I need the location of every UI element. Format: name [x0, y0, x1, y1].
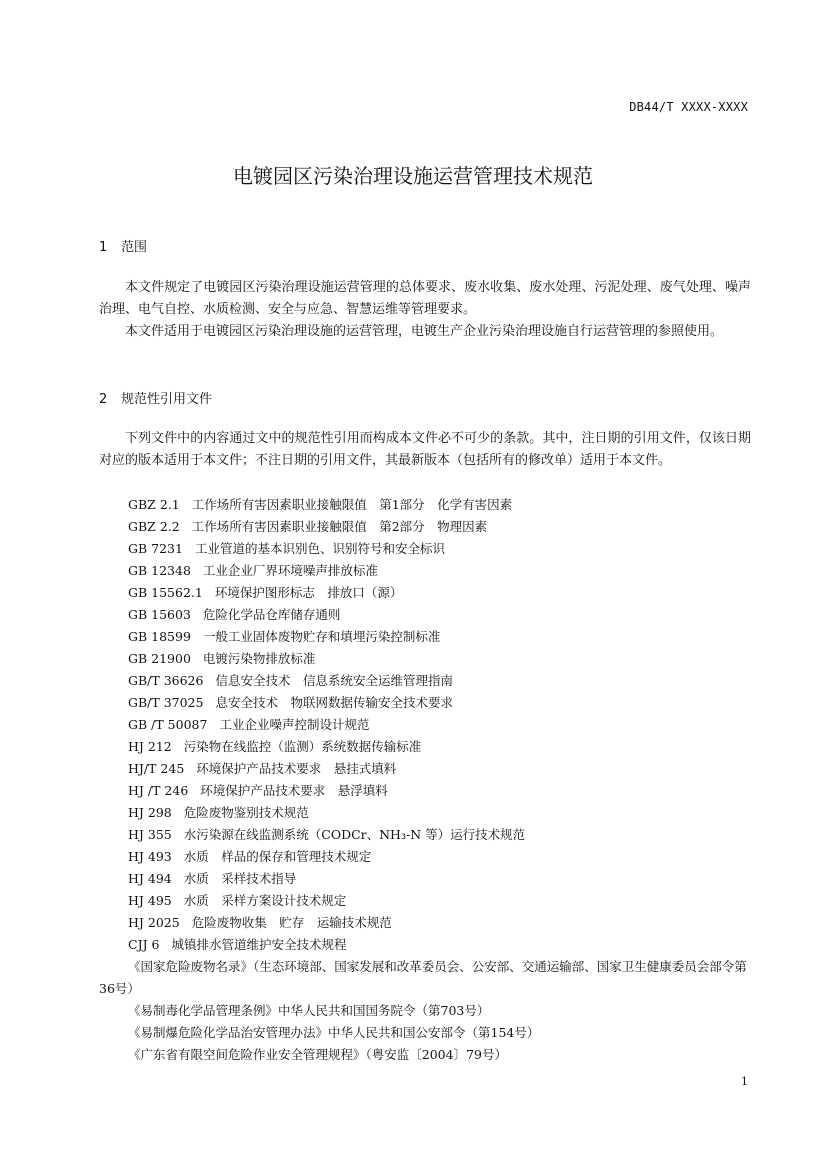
scope-paragraph-2: 本文件适用于电镀园区污染治理设施的运营管理，电镀生产企业污染治理设施自行运营管理的参照使用。 [125, 324, 724, 339]
law-reference-item: 《广东省有限空间危险作业安全管理规程》（粤安监〔2004〕79号） [128, 1047, 507, 1062]
reference-title: 工作场所有害因素职业接触限值 第2部分 物理因素 [191, 519, 488, 534]
reference-title: 污染物在线监控（监测）系统数据传输标准 [183, 739, 422, 754]
reference-code: HJ 493 [128, 849, 172, 864]
section-heading-normative-references [99, 388, 212, 407]
reference-item [128, 890, 346, 912]
section-title: 范围 [121, 240, 148, 255]
reference-item [128, 538, 445, 560]
reference-code: HJ/T 245 [128, 761, 185, 776]
reference-title: 危险化学品仓库储存通则 [202, 607, 341, 622]
page-number: 1 [741, 1075, 748, 1088]
reference-code: GB/T 37025 [128, 695, 204, 710]
document-title: 电镀园区污染治理设施运营管理技术规范 [233, 164, 593, 188]
section-number: 1 [99, 240, 108, 255]
reference-code: GB 21900 [128, 651, 191, 666]
reference-item [128, 494, 512, 516]
reference-item [128, 846, 371, 868]
reference-item [128, 868, 296, 890]
reference-code: HJ 355 [128, 827, 172, 842]
reference-code: GB 18599 [128, 629, 191, 644]
reference-item [128, 758, 396, 780]
reference-title: 环境保护图形标志 排放口（源） [214, 585, 403, 600]
reference-title: 水污染源在线监测系统（CODCr、NH₃-N 等）运行技术规范 [183, 827, 526, 842]
reference-item [128, 802, 309, 824]
reference-item [128, 626, 440, 648]
reference-item [128, 714, 369, 736]
reference-code: HJ 212 [128, 739, 172, 754]
reference-item [128, 582, 402, 604]
reference-item [128, 736, 421, 758]
document-code: DB44/T XXXX-XXXX [629, 100, 748, 114]
law-reference-item: 《易制毒化学品管理条例》中华人民共和国国务院令（第703号） [128, 1003, 490, 1018]
reference-item [128, 780, 388, 802]
reference-title: 水质 采样技术指导 [183, 871, 297, 886]
reference-title: 危险废物鉴别技术规范 [183, 805, 309, 820]
reference-code: HJ /T 246 [128, 783, 189, 798]
reference-title: 工业企业噪声控制设计规范 [219, 717, 370, 732]
reference-title: 环境保护产品技术要求 悬浮填料 [200, 783, 388, 798]
reference-title: 城镇排水管道维护安全技术规程 [171, 937, 347, 952]
reference-code: HJ 494 [128, 871, 172, 886]
reference-item [128, 824, 525, 846]
reference-code: HJ 2025 [128, 915, 180, 930]
reference-title: 工作场所有害因素职业接触限值 第1部分 化学有害因素 [191, 497, 513, 512]
reference-title: 信息安全技术 信息系统安全运维管理指南 [215, 673, 453, 688]
reference-code: HJ 298 [128, 805, 172, 820]
reference-title: 一般工业固体废物贮存和填埋污染控制标准 [202, 629, 441, 644]
scope-paragraph-1: 本文件规定了电镀园区污染治理设施运营管理的总体要求、废水收集、废水处理、污泥处理、废气处理、噪声治理、电气自控、水质检测、安全与应急、智慧运维等管理要求。 [99, 280, 751, 317]
reference-code: CJJ 6 [128, 937, 160, 952]
reference-code: GB 7231 [128, 541, 183, 556]
reference-item [128, 560, 378, 582]
reference-item [128, 516, 487, 538]
reference-title: 环境保护产品技术要求 悬挂式填料 [196, 761, 397, 776]
reference-item [128, 604, 340, 626]
reference-item [128, 912, 392, 934]
reference-item [128, 670, 453, 692]
reference-code: GB 15603 [128, 607, 191, 622]
reference-title: 水质 样品的保存和管理技术规定 [183, 849, 372, 864]
reference-code: GBZ 2.2 [128, 519, 180, 534]
reference-code: HJ 495 [128, 893, 172, 908]
reference-title: 电镀污染物排放标准 [202, 651, 316, 666]
reference-title: 危险废物收集 贮存 运输技术规范 [191, 915, 392, 930]
reference-item [128, 648, 315, 670]
reference-code: GBZ 2.1 [128, 497, 180, 512]
reference-item [128, 934, 347, 956]
reference-code: GB 12348 [128, 563, 191, 578]
section-title: 规范性引用文件 [121, 392, 213, 407]
reference-item [128, 692, 453, 714]
section-heading-scope [99, 236, 147, 255]
law-reference-item: 《易制爆危险化学品治安管理办法》中华人民共和国公安部令（第154号） [128, 1025, 540, 1040]
reference-code: GB 15562.1 [128, 585, 203, 600]
reference-code: GB/T 36626 [128, 673, 204, 688]
reference-title: 息安全技术 物联网数据传输安全技术要求 [215, 695, 453, 710]
law-reference-item: 《国家危险废物名录》（生态环境部、国家发展和改革委员会、公安部、交通运输部、国家卫生健康委员会部令第36号） [99, 959, 747, 996]
reference-title: 水质 采样方案设计技术规定 [183, 893, 347, 908]
reference-code: GB /T 50087 [128, 717, 208, 732]
reference-title: 工业企业厂界环境噪声排放标准 [202, 563, 378, 578]
section-number: 2 [99, 392, 108, 407]
references-intro-paragraph: 下列文件中的内容通过文中的规范性引用而构成本文件必不可少的条款。其中，注日期的引用文件，仅该日期对应的版本适用于本文件；不注日期的引用文件，其最新版本（包括所有的修改单）适用于本文件。 [99, 431, 751, 468]
reference-title: 工业管道的基本识别色、识别符号和安全标识 [194, 541, 445, 556]
